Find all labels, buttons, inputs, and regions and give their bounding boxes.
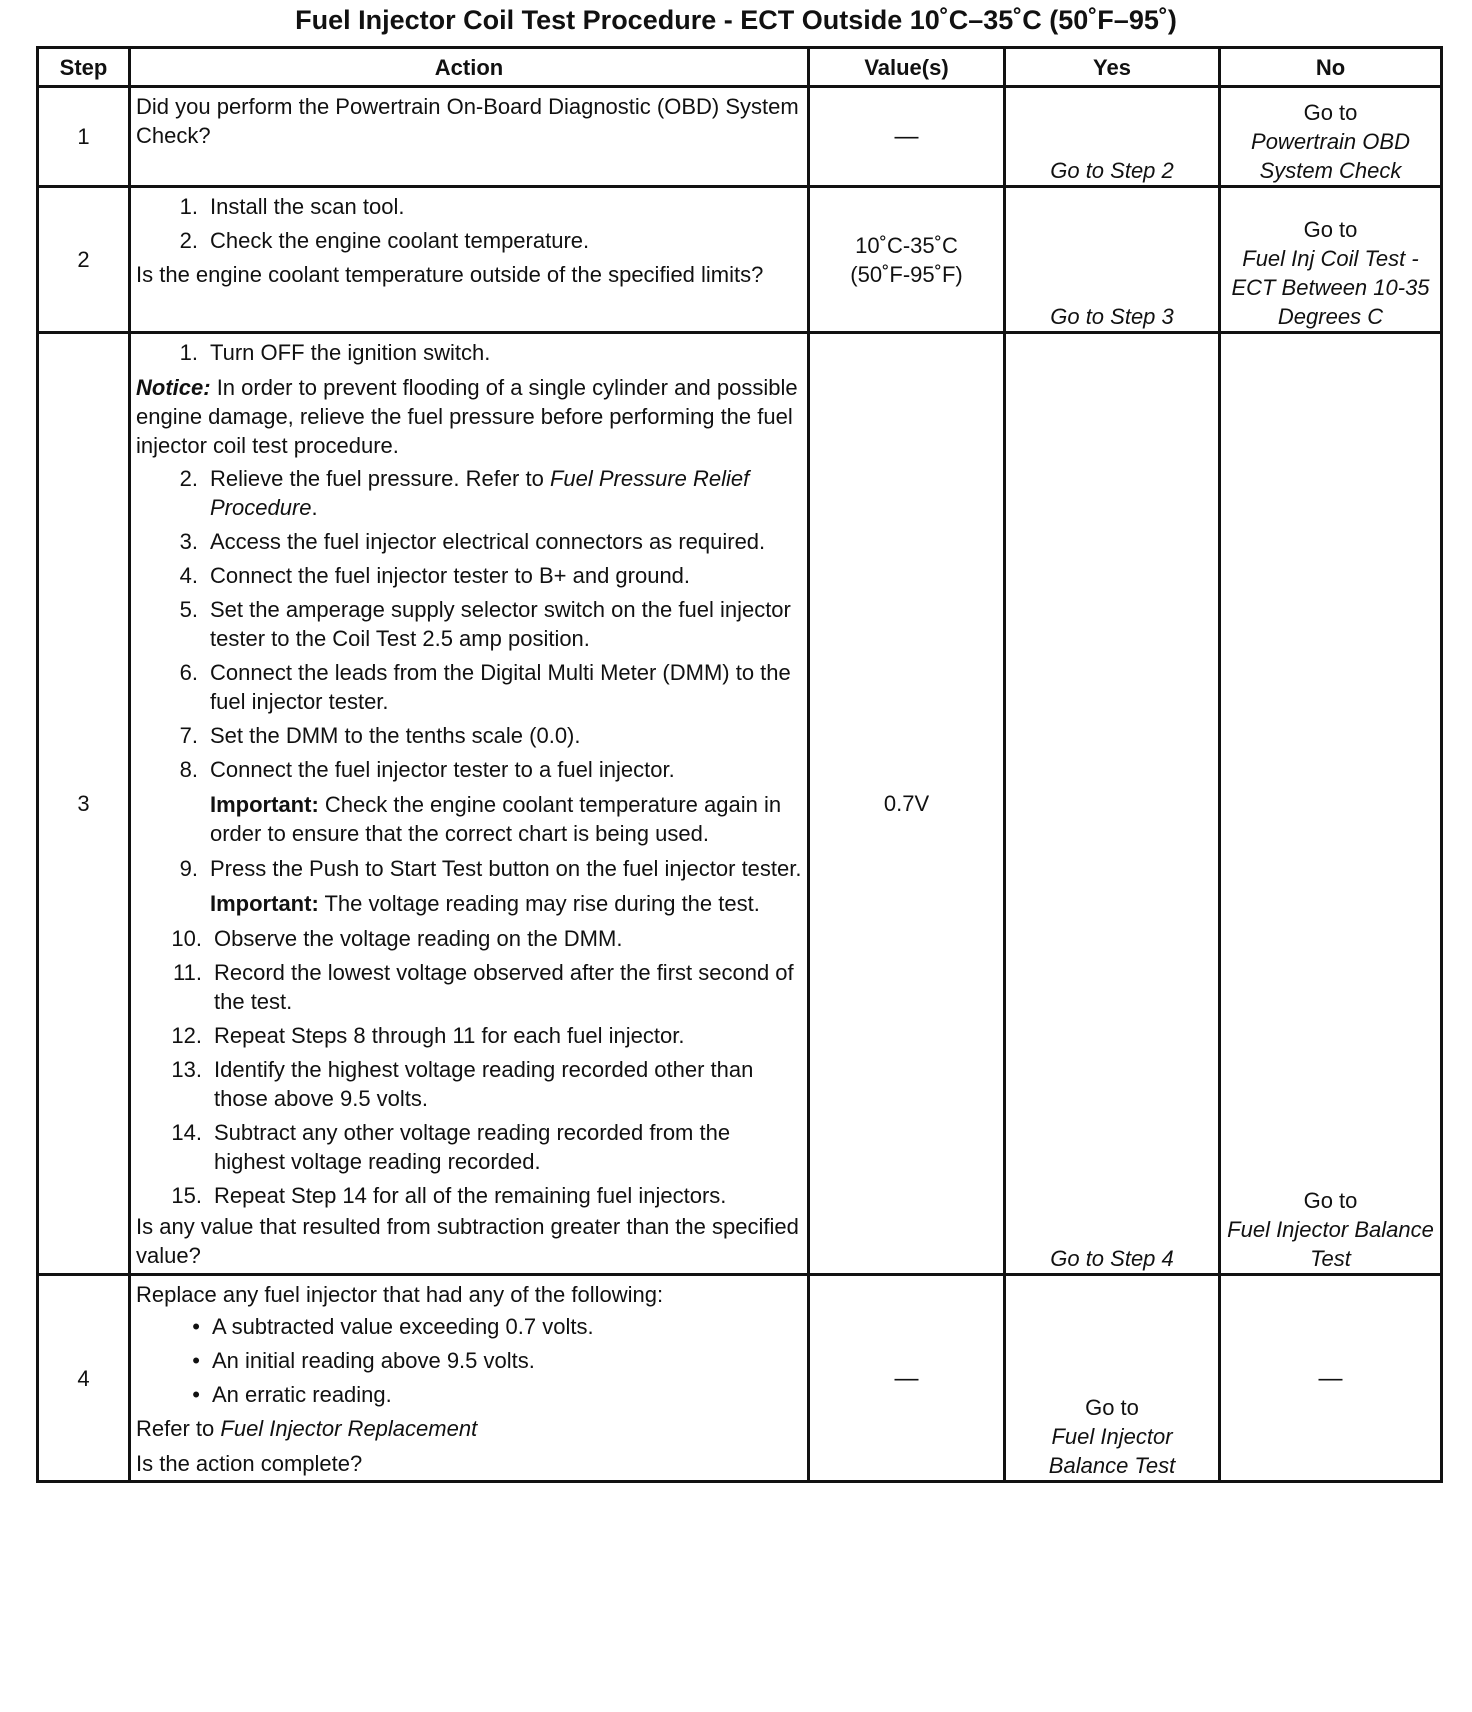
list-item-number: 15. <box>171 1183 202 1208</box>
list-item-number: 4. <box>179 563 198 588</box>
list-item <box>136 1181 802 1210</box>
list-item-number: 5. <box>179 597 198 622</box>
important-label: Important: <box>210 792 319 817</box>
step-number: 2 <box>38 187 130 333</box>
header-no: No <box>1220 48 1442 87</box>
list-item <box>136 527 802 556</box>
notice-text: In order to prevent flooding of a single cylinder and possible engine damage, relieve the fuel pressure before performing the fuel injector coil test procedure. <box>136 375 798 458</box>
list-item <box>136 464 802 522</box>
list-item-number: 13. <box>171 1057 202 1082</box>
no-cell <box>1220 333 1442 1275</box>
yes-link[interactable]: Fuel Injector Balance Test <box>1048 1424 1176 1478</box>
bullet-item <box>136 1312 802 1341</box>
list-item-text: Repeat Steps 8 through 11 for each fuel injector. <box>214 1023 685 1048</box>
important-text: Check the engine coolant temperature again in order to ensure that the correct chart is being used. <box>210 792 782 846</box>
list-item-text: Connect the leads from the Digital Multi Meter (DMM) to the fuel injector tester. <box>210 660 791 714</box>
list-item-number: 8. <box>179 757 198 782</box>
fuel-pressure-relief-link[interactable]: Fuel Pressure Relief Procedure <box>210 466 750 520</box>
important-label: Important: <box>210 891 319 916</box>
list-item-text: Install the scan tool. <box>210 194 405 219</box>
value-cell: — <box>809 1275 1005 1482</box>
yes-cell <box>1005 333 1220 1275</box>
step-list <box>136 192 802 255</box>
bullet-icon: • <box>192 1314 200 1339</box>
important-text: The voltage reading may rise during the test. <box>324 891 760 916</box>
list-item-number: 2. <box>179 466 198 491</box>
list-item-text: Check the engine coolant temperature. <box>210 228 590 253</box>
list-item-text-end: . <box>311 495 318 520</box>
no-link[interactable]: Powertrain OBD System Check <box>1251 129 1410 183</box>
step-question: Is the engine coolant temperature outside of the specified limits? <box>136 262 764 287</box>
list-item <box>136 924 802 953</box>
step-question: Is the action complete? <box>136 1451 363 1476</box>
no-prefix: Go to <box>1303 100 1358 125</box>
refer-line <box>136 1414 802 1443</box>
list-item-text: Turn OFF the ignition switch. <box>210 340 491 365</box>
yes-prefix: Go to <box>1085 1395 1139 1420</box>
list-item-number: 3. <box>179 529 198 554</box>
value-line: 10˚C-35˚C <box>855 232 958 258</box>
list-item-number: 12. <box>171 1023 202 1048</box>
list-item-text: Record the lowest voltage observed after the first second of the test. <box>214 960 794 1014</box>
no-cell: — <box>1220 1275 1442 1482</box>
refer-text: Refer to <box>136 1416 215 1441</box>
no-prefix: Go to <box>1303 1188 1358 1213</box>
no-cell <box>1220 187 1442 333</box>
step-number: 4 <box>38 1275 130 1482</box>
value-cell: — <box>809 87 1005 187</box>
list-item-text <box>210 464 802 522</box>
bullet-text: An initial reading above 9.5 volts. <box>212 1348 535 1373</box>
no-link[interactable]: Fuel Injector Balance Test <box>1227 1217 1434 1271</box>
action-cell <box>130 187 809 333</box>
bullet-icon: • <box>192 1348 200 1373</box>
bullet-icon: • <box>192 1382 200 1407</box>
list-item-number: 10. <box>171 926 202 951</box>
bullet-text: An erratic reading. <box>212 1382 392 1407</box>
notice-label: Notice: <box>136 375 211 400</box>
list-item-number: 6. <box>179 660 198 685</box>
action-cell <box>130 1275 809 1482</box>
fuel-injector-replacement-link[interactable]: Fuel Injector Replacement <box>220 1416 478 1441</box>
list-item <box>136 755 802 784</box>
yes-cell <box>1005 87 1220 187</box>
list-item-number: 1. <box>179 340 198 365</box>
list-item-number: 9. <box>179 856 198 881</box>
list-item-text: Identify the highest voltage reading recorded other than those above 9.5 volts. <box>214 1057 754 1111</box>
step-number: 3 <box>38 333 130 1275</box>
list-item-text: Press the Push to Start Test button on the fuel injector tester. <box>210 856 802 881</box>
value-line: (50˚F-95˚F) <box>850 261 963 287</box>
header-yes: Yes <box>1005 48 1220 87</box>
list-item <box>136 854 802 883</box>
yes-link[interactable]: Go to Step 3 <box>1050 304 1174 329</box>
list-item <box>136 721 802 750</box>
action-cell <box>130 87 809 187</box>
value-cell: 0.7V <box>809 333 1005 1275</box>
important-note <box>136 889 802 918</box>
no-prefix: Go to <box>1303 217 1358 242</box>
yes-link[interactable]: Go to Step 2 <box>1050 158 1174 183</box>
list-item-text: Access the fuel injector electrical connectors as required. <box>210 529 766 554</box>
list-item <box>136 958 802 1016</box>
step-row-1 <box>38 87 1442 187</box>
list-item <box>136 192 802 221</box>
list-item <box>136 561 802 590</box>
value-cell <box>809 187 1005 333</box>
bullet-text: A subtracted value exceeding 0.7 volts. <box>212 1314 594 1339</box>
list-item <box>136 226 802 255</box>
header-action: Action <box>130 48 809 87</box>
list-item-text: Set the amperage supply selector switch on the fuel injector tester to the Coil Test 2.5 amp position. <box>210 597 791 651</box>
list-item-text: Connect the fuel injector tester to a fuel injector. <box>210 757 675 782</box>
step-question: Did you perform the Powertrain On-Board Diagnostic (OBD) System Check? <box>136 94 799 148</box>
list-item-text: Observe the voltage reading on the DMM. <box>214 926 623 951</box>
list-item-text-start: Relieve the fuel pressure. Refer to <box>210 466 544 491</box>
header-row <box>38 48 1442 87</box>
step-row-4 <box>38 1275 1442 1482</box>
header-values: Value(s) <box>809 48 1005 87</box>
list-item <box>136 338 802 367</box>
list-item <box>136 1118 802 1176</box>
step-question: Is any value that resulted from subtraction greater than the specified value? <box>136 1214 799 1268</box>
bullet-item <box>136 1380 802 1409</box>
list-item-text: Subtract any other voltage reading recorded from the highest voltage reading recorded. <box>214 1120 731 1174</box>
step-row-2 <box>38 187 1442 333</box>
yes-cell <box>1005 1275 1220 1482</box>
list-item-number: 1. <box>179 194 198 219</box>
yes-cell <box>1005 187 1220 333</box>
page-title: Fuel Injector Coil Test Procedure - ECT Outside 10˚C–35˚C (50˚F–95˚) <box>295 5 1177 35</box>
list-item-text: Set the DMM to the tenths scale (0.0). <box>210 723 581 748</box>
list-item <box>136 1021 802 1050</box>
list-item-text: Connect the fuel injector tester to B+ and ground. <box>210 563 691 588</box>
procedure-table <box>36 46 1443 1483</box>
list-item <box>136 1055 802 1113</box>
no-link[interactable]: Fuel Inj Coil Test - ECT Between 10-35 Degrees C <box>1231 246 1430 329</box>
notice-block <box>136 373 802 460</box>
list-item-number: 2. <box>179 228 198 253</box>
important-note <box>136 790 802 848</box>
step-intro: Replace any fuel injector that had any of the following: <box>136 1282 664 1307</box>
list-item <box>136 595 802 653</box>
list-item-text: Repeat Step 14 for all of the remaining fuel injectors. <box>214 1183 727 1208</box>
list-item-number: 11. <box>173 960 202 985</box>
action-cell <box>130 333 809 1275</box>
bullet-item <box>136 1346 802 1375</box>
list-item-number: 7. <box>179 723 198 748</box>
yes-link[interactable]: Go to Step 4 <box>1050 1246 1174 1271</box>
no-cell <box>1220 87 1442 187</box>
header-step: Step <box>38 48 130 87</box>
list-item-number: 14. <box>171 1120 202 1145</box>
list-item <box>136 658 802 716</box>
step-row-3 <box>38 333 1442 1275</box>
step-number: 1 <box>38 87 130 187</box>
